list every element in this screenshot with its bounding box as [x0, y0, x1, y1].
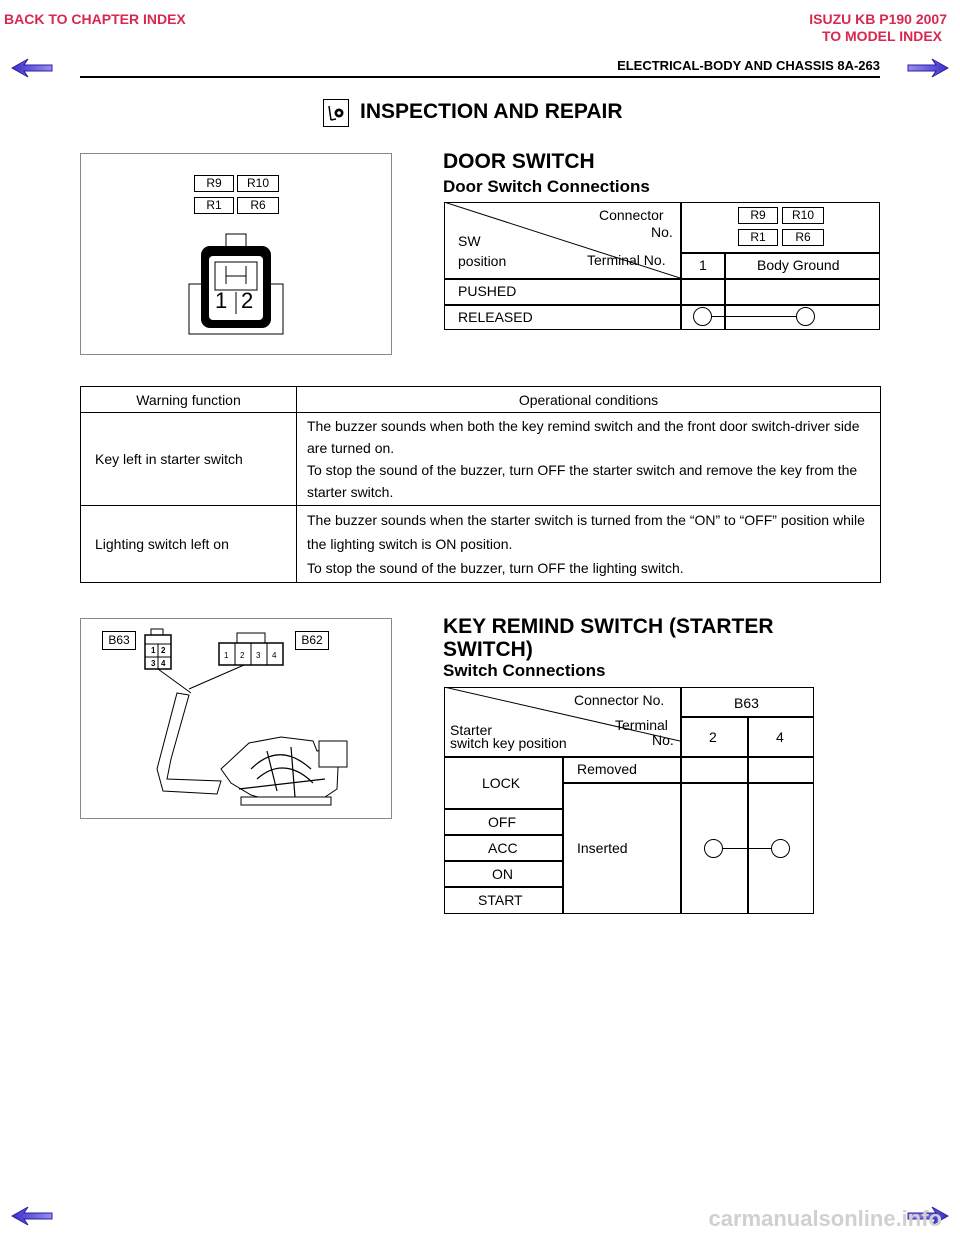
- warning-row-1-function: Key left in starter switch: [81, 413, 297, 506]
- warning-row-1-line-2: To stop the sound of the buzzer, turn OFF the starter switch and remove the key from the starter switch.: [307, 462, 858, 500]
- b63-pin-2: 2: [161, 646, 166, 655]
- terminal-no-label: No.: [652, 732, 674, 748]
- warning-row-2-line-1: The buzzer sounds when the starter switch is turned from the “ON” to “OFF” position while the lighting switch is ON position.: [307, 512, 865, 552]
- warning-table: [80, 386, 881, 583]
- next-page-arrow-icon[interactable]: [906, 58, 950, 78]
- warning-header-function: Warning function: [81, 387, 297, 413]
- door-switch-title: DOOR SWITCH: [443, 150, 595, 173]
- position-on: ON: [492, 866, 513, 882]
- switch-key-position-label: switch key position: [450, 735, 567, 751]
- connector-no-label: Connector No.: [574, 692, 665, 708]
- key-remind-figure: [80, 618, 392, 819]
- warning-row-1-conditions: [297, 413, 881, 506]
- warning-header-conditions: Operational conditions: [297, 387, 881, 413]
- terminal-label: Terminal: [615, 717, 668, 733]
- state-removed: Removed: [577, 761, 637, 777]
- door-switch-connector-drawing: [186, 232, 286, 342]
- position-lock: LOCK: [482, 775, 521, 791]
- fig-pin-2: 2: [241, 288, 254, 313]
- continuity-circle-2: [704, 839, 723, 858]
- model-title[interactable]: ISUZU KB P190 2007: [809, 11, 947, 27]
- door-switch-figure: [80, 153, 392, 355]
- warning-row-2-line-2: To stop the sound of the buzzer, turn OFF the lighting switch.: [307, 560, 684, 576]
- fig-connector-r1: R1: [194, 197, 234, 214]
- fig-connector-r10: R10: [237, 175, 279, 192]
- connector-b63: B63: [734, 695, 759, 711]
- fig-pin-1: 1: [215, 288, 228, 313]
- model-index-block[interactable]: [809, 11, 947, 45]
- terminal-body-ground: Body Ground: [757, 257, 840, 273]
- fig-label-b63: B63: [102, 631, 136, 650]
- fig-connector-r6: R6: [237, 197, 279, 214]
- page-header-title: ELECTRICAL-BODY AND CHASSIS 8A-263: [617, 58, 880, 73]
- table-connector-r6: R6: [782, 229, 824, 246]
- header-rule: [80, 76, 880, 78]
- position-acc: ACC: [488, 840, 518, 856]
- back-to-chapter-link[interactable]: BACK TO CHAPTER INDEX: [4, 11, 186, 27]
- prev-page-arrow-icon[interactable]: [10, 58, 54, 78]
- position-label: position: [458, 253, 507, 269]
- warning-row-2-conditions: [297, 506, 881, 583]
- warning-row-2-function: Lighting switch left on: [81, 506, 297, 583]
- starter-label: Starter: [450, 722, 493, 738]
- table-connector-r9: R9: [738, 207, 778, 224]
- b62-pin-2: 2: [240, 651, 245, 660]
- key-remind-title: [443, 615, 774, 661]
- sw-label: SW: [458, 233, 481, 249]
- key-remind-title-line-2: SWITCH): [443, 638, 533, 661]
- section-title: INSPECTION AND REPAIR: [360, 100, 623, 123]
- inspection-icon: [323, 99, 349, 127]
- key-remind-table: [444, 687, 814, 914]
- key-remind-title-line-1: KEY REMIND SWITCH (STARTER: [443, 615, 774, 638]
- b63-pin-3: 3: [151, 659, 156, 668]
- connector-label: Connector: [599, 207, 664, 223]
- starter-switch-drawing: [81, 619, 391, 818]
- door-switch-subtitle: Door Switch Connections: [443, 177, 650, 196]
- continuity-circle-4: [771, 839, 790, 858]
- b62-pin-4: 4: [272, 651, 277, 660]
- fig-connector-r9: R9: [194, 175, 234, 192]
- position-off: OFF: [488, 814, 516, 830]
- prev-page-bottom-arrow-icon[interactable]: [10, 1206, 54, 1226]
- watermark: carmanualsonline.info: [708, 1206, 942, 1231]
- terminal-label: Terminal No.: [587, 252, 666, 268]
- continuity-circle-1: [693, 307, 712, 326]
- b62-pin-1: 1: [224, 651, 229, 660]
- continuity-circle-ground: [796, 307, 815, 326]
- b62-pin-3: 3: [256, 651, 261, 660]
- door-switch-table: [444, 202, 880, 330]
- state-inserted: Inserted: [577, 840, 628, 856]
- b63-pin-4: 4: [161, 659, 166, 668]
- to-model-index-link[interactable]: TO MODEL INDEX: [821, 28, 942, 44]
- terminal-1: 1: [699, 257, 707, 273]
- terminal-4: 4: [776, 729, 784, 745]
- warning-row-1-line-1: The buzzer sounds when both the key remind switch and the front door switch-driver side are turned on.: [307, 418, 860, 456]
- terminal-2: 2: [709, 729, 717, 745]
- table-connector-r10: R10: [782, 207, 824, 224]
- fig-label-b62: B62: [295, 631, 329, 650]
- no-label: No.: [651, 224, 673, 240]
- row-pushed: PUSHED: [458, 283, 517, 299]
- b63-pin-1: 1: [151, 646, 156, 655]
- row-released: RELEASED: [458, 309, 533, 325]
- key-remind-subtitle: Switch Connections: [443, 661, 606, 680]
- position-start: START: [478, 892, 523, 908]
- table-connector-r1: R1: [738, 229, 778, 246]
